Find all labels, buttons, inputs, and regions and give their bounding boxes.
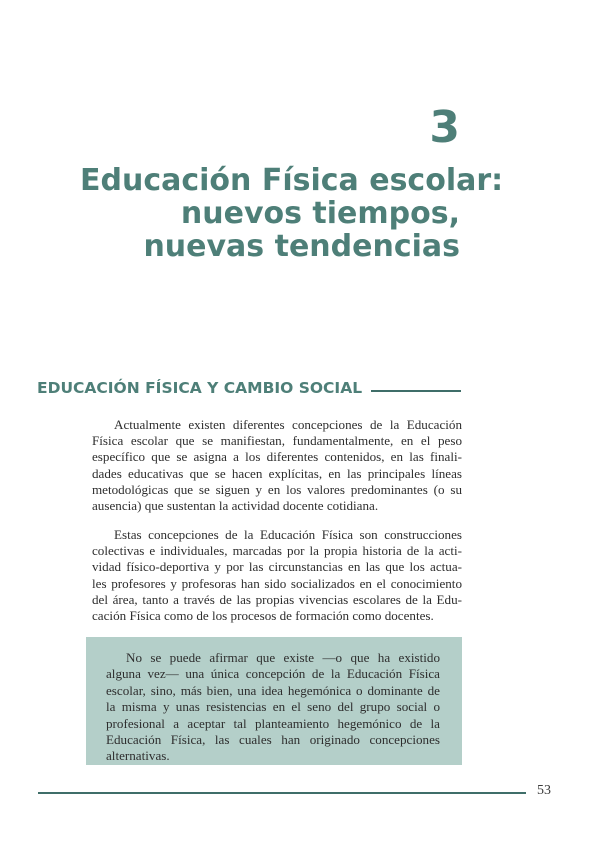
text-line: les profesores y profesoras han sido socializados en el conocimiento	[92, 575, 462, 591]
callout-box	[86, 637, 462, 765]
text-line: cación Física como de los procesos de formación como docentes.	[92, 608, 434, 624]
chapter-title	[80, 163, 504, 264]
chapter-title-line: nuevas tendencias	[143, 229, 460, 264]
text-line: alternativas.	[106, 748, 170, 764]
text-line: No se puede afirmar que existe —o que ha existido	[126, 650, 440, 665]
section-heading-rule	[371, 390, 461, 392]
text-line: del área, tanto a través de las propias vivencias escolares de la Edu-	[92, 591, 462, 607]
section-heading: EDUCACIÓN FÍSICA Y CAMBIO SOCIAL	[37, 379, 363, 397]
text-line: Estas concepciones de la Educación Física son construcciones	[114, 527, 462, 542]
text-line: metodológicas que se siguen y en los valores predominantes (o su	[92, 481, 462, 497]
body-paragraph	[92, 417, 462, 514]
text-line: Física escolar que se manifiestan, fundamentalmente, en el peso	[92, 433, 462, 449]
chapter-number: 3	[429, 102, 460, 153]
chapter-title-line: nuevos tiempos,	[180, 196, 460, 231]
callout-text	[106, 650, 440, 765]
text-line: dades educativas que se hacen explícitas, en las principales líneas	[92, 465, 462, 481]
text-line: la misma y unas resistencias en el seno del grupo social o	[106, 699, 440, 715]
chapter-title-line: Educación Física escolar:	[80, 163, 504, 198]
text-line: colectivas e individuales, marcadas por la propia historia de la acti-	[92, 543, 462, 559]
text-line: vidad físico-deportiva y por las circunstancias en las que los actua-	[92, 559, 462, 575]
text-line: ausencia) que sustentan la actividad docente cotidiana.	[92, 498, 379, 514]
body-paragraph	[92, 527, 462, 624]
footer-rule	[38, 792, 526, 794]
text-line: específico que se asigna a los diferentes contenidos, en las finali-	[92, 449, 462, 465]
text-line: Actualmente existen diferentes concepciones de la Educación	[114, 417, 462, 432]
text-line: Educación Física, las cuales han originado concepciones	[106, 732, 440, 748]
text-line: escolar, sino, más bien, una idea hegemónica o dominante de	[106, 682, 440, 698]
page-number: 53	[537, 783, 551, 798]
text-line: alguna vez— una única concepción de la Educación Física	[106, 666, 440, 682]
text-line: profesional a aceptar tal planteamiento hegemónico de la	[106, 715, 440, 731]
